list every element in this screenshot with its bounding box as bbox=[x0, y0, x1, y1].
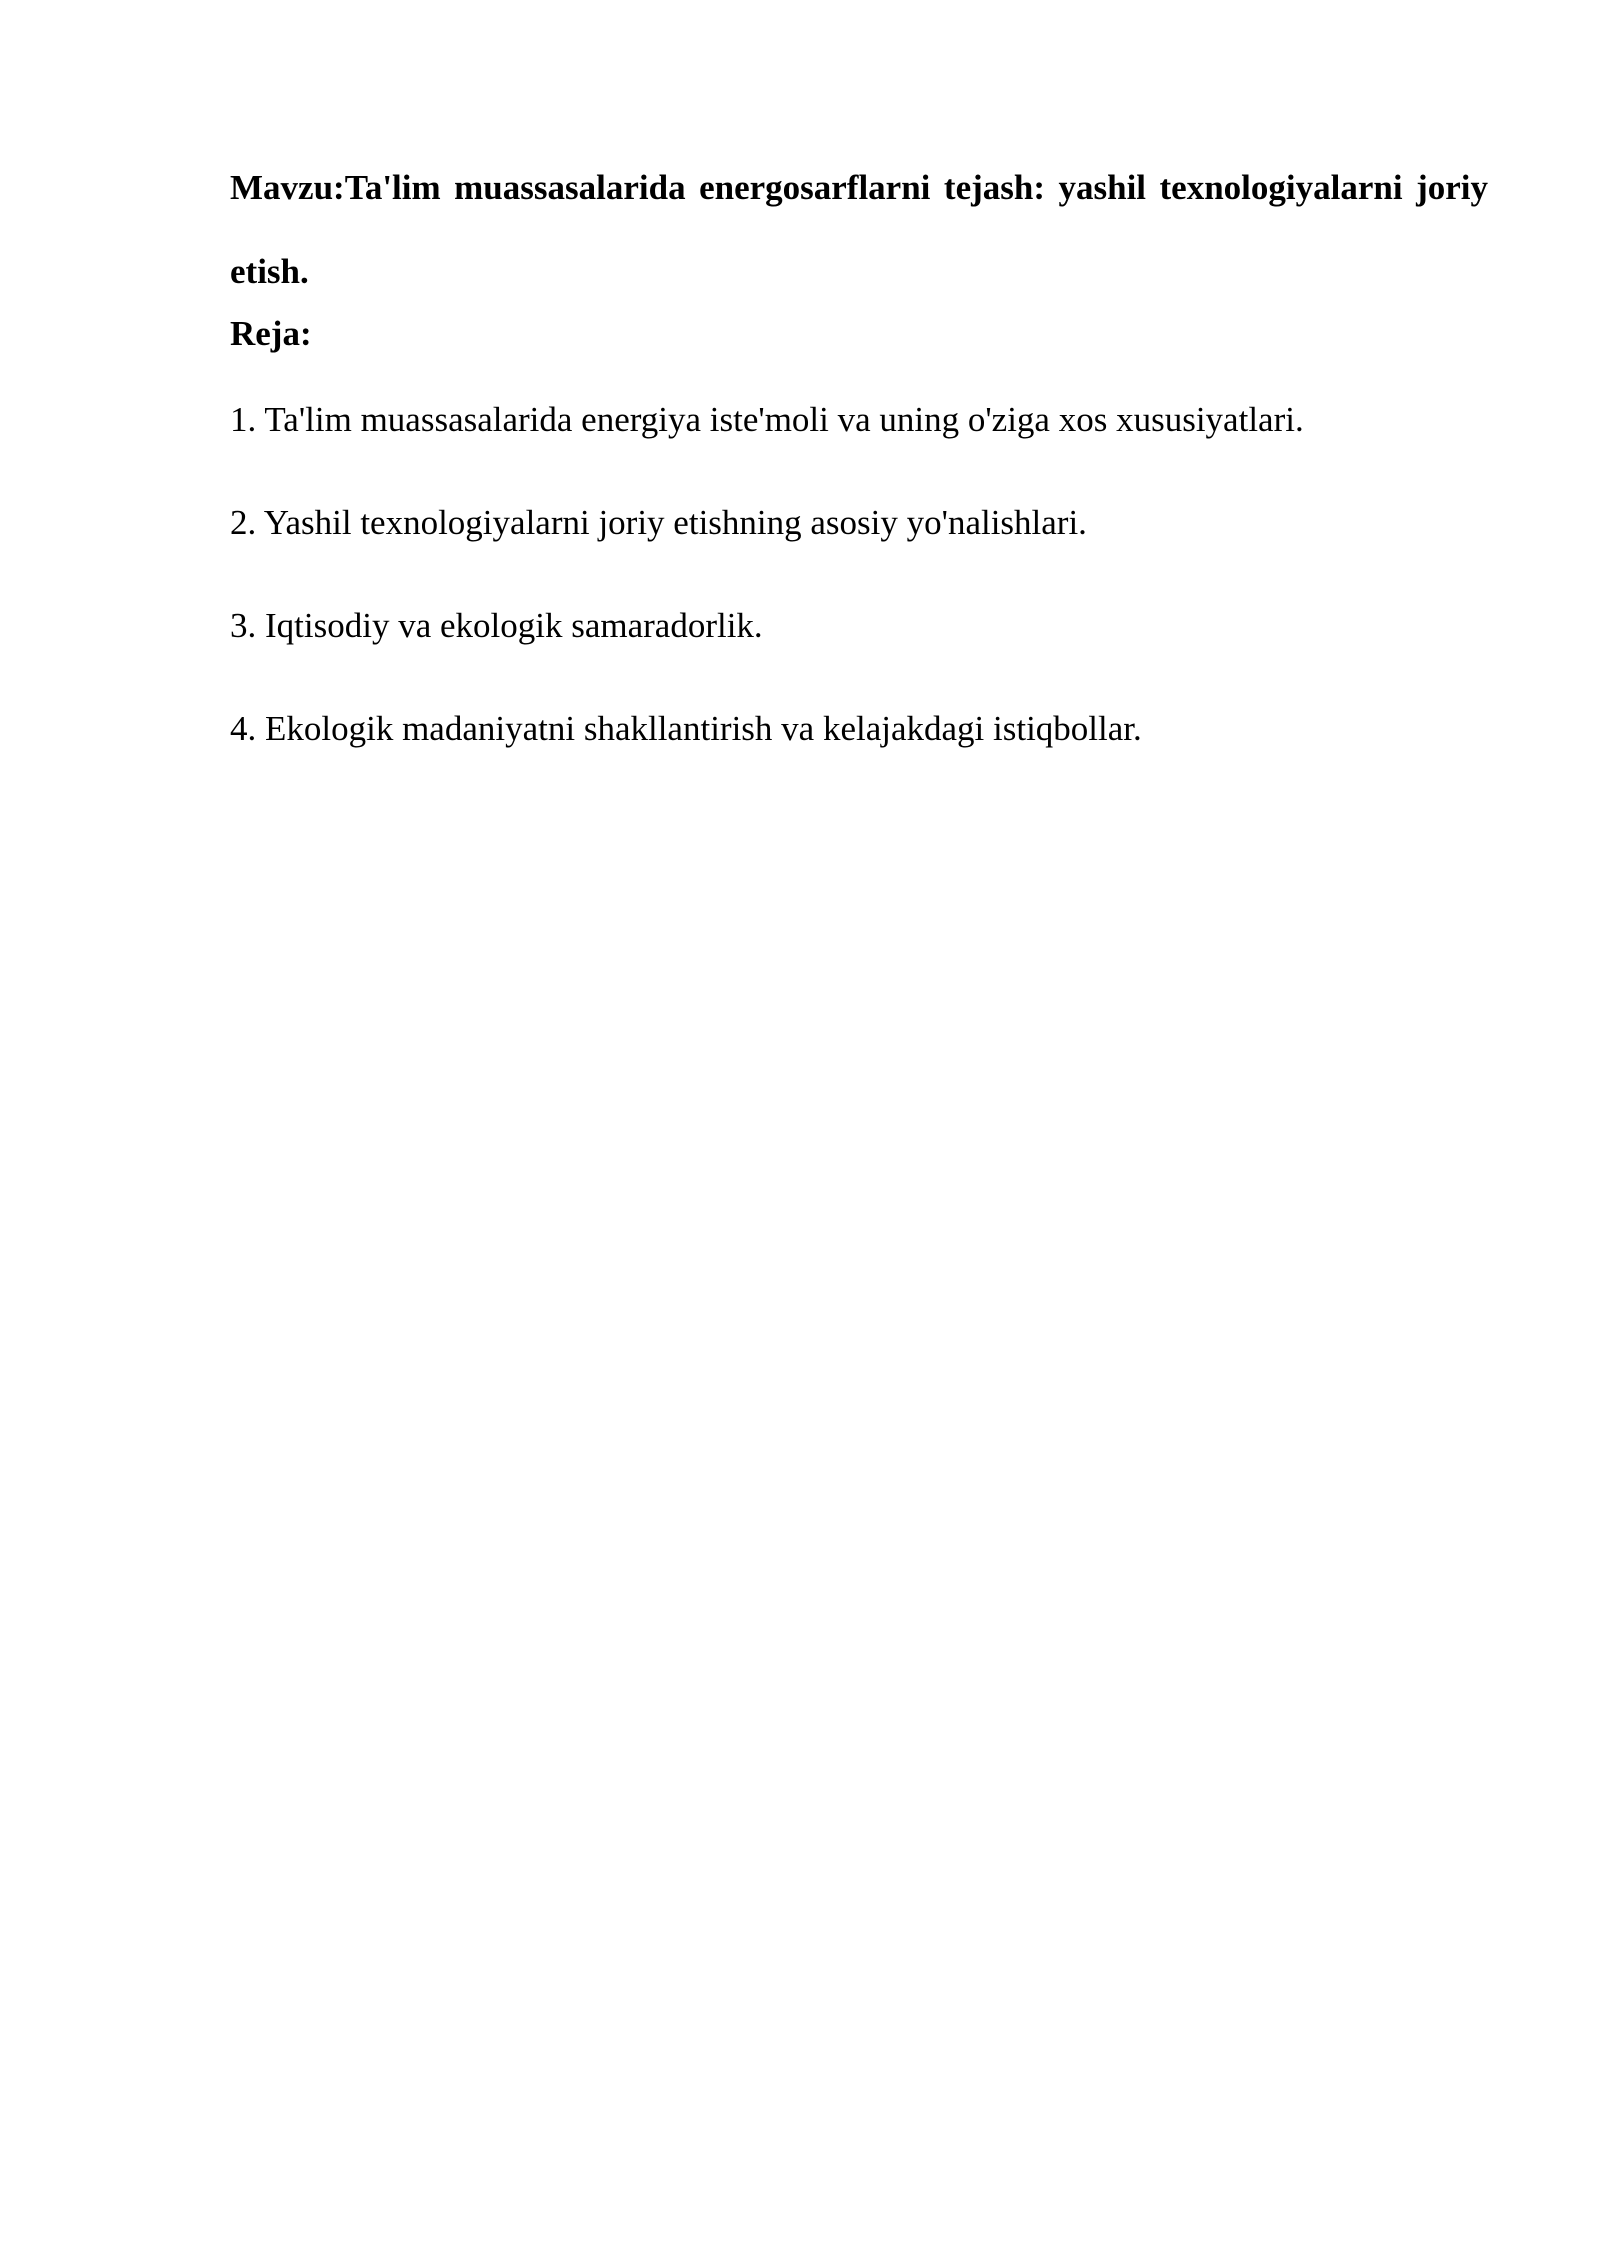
plan-list bbox=[230, 400, 1488, 749]
plan-heading: Reja: bbox=[230, 314, 312, 353]
document-body bbox=[230, 146, 1488, 812]
plan-item-2: 2. Yashil texnologiyalarni joriy etishning asosiy yo'nalishlari. bbox=[230, 503, 1087, 542]
plan-item-4: 4. Ekologik madaniyatni shakllantirish va kelajakdagi istiqbollar. bbox=[230, 709, 1142, 748]
topic-heading: Mavzu:Ta'lim muassasalarida energosarflarni tejash: yashil texnologiyalarni joriy etish. bbox=[230, 168, 1488, 291]
plan-item-1: 1. Ta'lim muassasalarida energiya iste'moli va uning o'ziga xos xususiyatlari. bbox=[230, 400, 1304, 439]
plan-item-3: 3. Iqtisodiy va ekologik samaradorlik. bbox=[230, 606, 763, 645]
